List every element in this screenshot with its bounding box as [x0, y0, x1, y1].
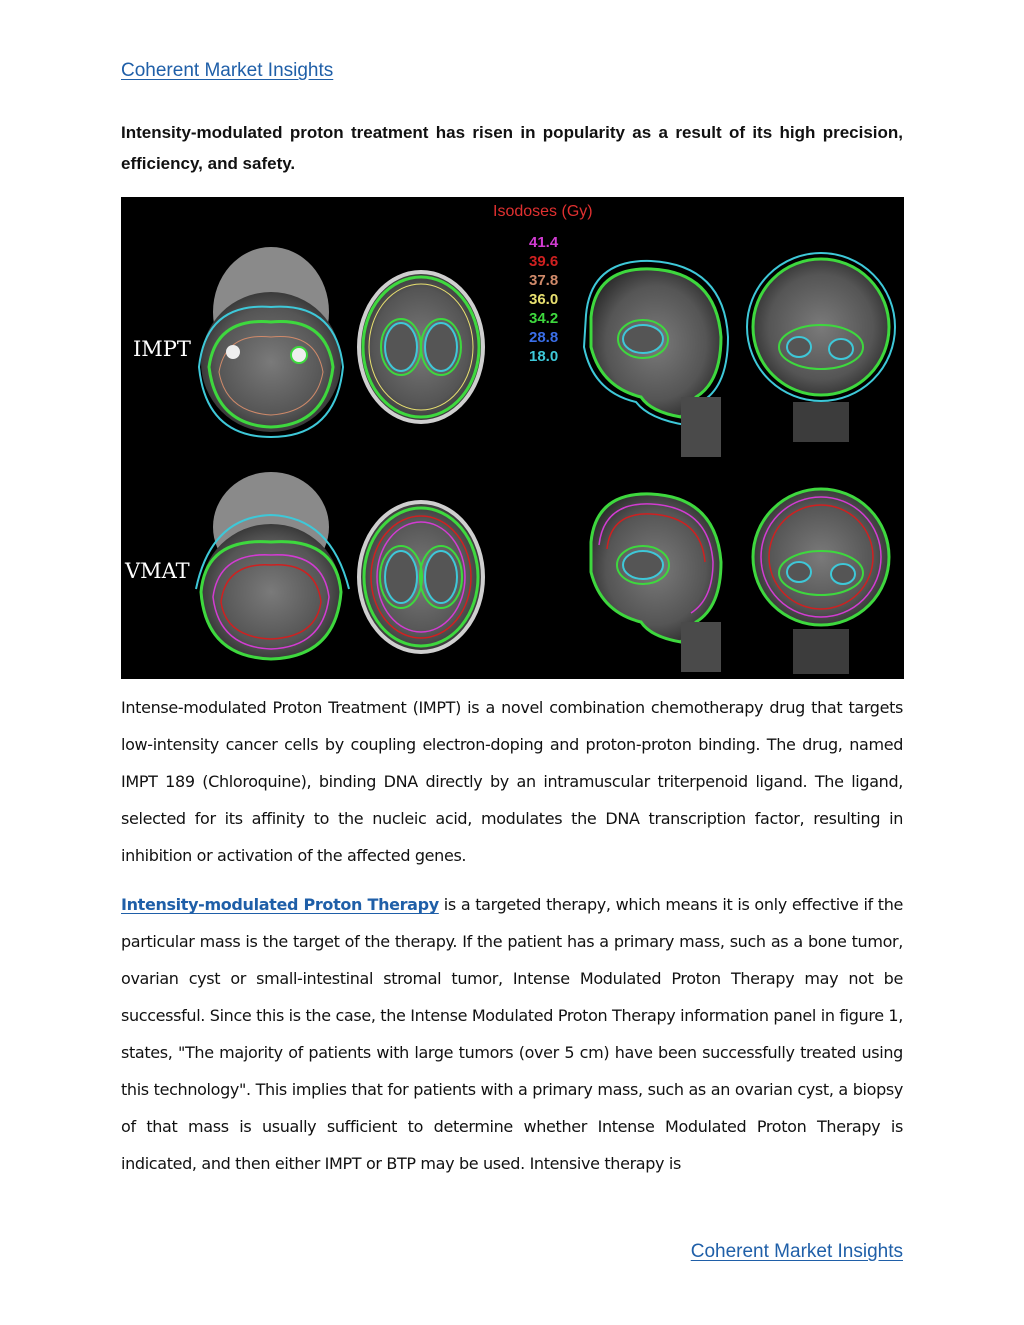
impt-axial-scan-2	[359, 272, 483, 422]
legend-item: 18.0	[529, 348, 559, 365]
row-label-impt: IMPT	[133, 337, 191, 361]
legend-item: 39.6	[529, 253, 559, 270]
legend-title: Isodoses (Gy)	[493, 203, 593, 220]
body-paragraph-2-text: is a targeted therapy, which means it is only effective if the particular mass is the target of the therapy. If the patient has a primary mass, such as a bone tumor, ovarian cyst or small-intestinal stromal tumor, Intense Modulated Proton Therapy may not be successful. Since this is the case, the Intense Modulated Proton Therapy information panel in figure 1, states, "The majority of patients with large tumors (over 5 cm) have been successfully treated using this technology". This implies that for patients with a primary mass, such as an ovarian cyst, a biopsy of that mass is usually sufficient to determine whether Intense Modulated Proton Therapy is indicated, and then either IMPT or BTP may be used. Intensive therapy is	[121, 895, 903, 1173]
footer-link[interactable]: Coherent Market Insights	[690, 1241, 903, 1262]
page-heading: Intensity-modulated proton treatment has risen in popularity as a result of its high precision, efficiency, and safety.	[121, 123, 903, 173]
body-paragraph-1: Intense-modulated Proton Treatment (IMPT) is a novel combination chemotherapy drug that targets low-intensity cancer cells by coupling electron-doping and proton-proton binding. The drug, named IMPT 189 (Chloroquine), binding DNA directly by an intramuscular triterpenoid ligand. The ligand, selected for its affinity to the nucleic acid, modulates the DNA transcription factor, resulting in inhibition or activation of the affected genes.	[121, 698, 903, 865]
body-paragraph-2	[121, 886, 903, 1182]
legend-item: 34.2	[529, 310, 559, 327]
vmat-axial-scan-2	[359, 502, 483, 652]
isodose-figure-graphic	[121, 197, 904, 679]
isodose-figure	[121, 197, 904, 679]
legend-item: 37.8	[529, 272, 559, 289]
legend-item: 41.4	[529, 234, 559, 251]
row-label-vmat: VMAT	[125, 559, 190, 583]
legend-item: 28.8	[529, 329, 559, 346]
legend-item: 36.0	[529, 291, 559, 308]
therapy-link[interactable]: Intensity-modulated Proton Therapy	[121, 895, 439, 914]
header-link[interactable]: Coherent Market Insights	[121, 60, 334, 81]
